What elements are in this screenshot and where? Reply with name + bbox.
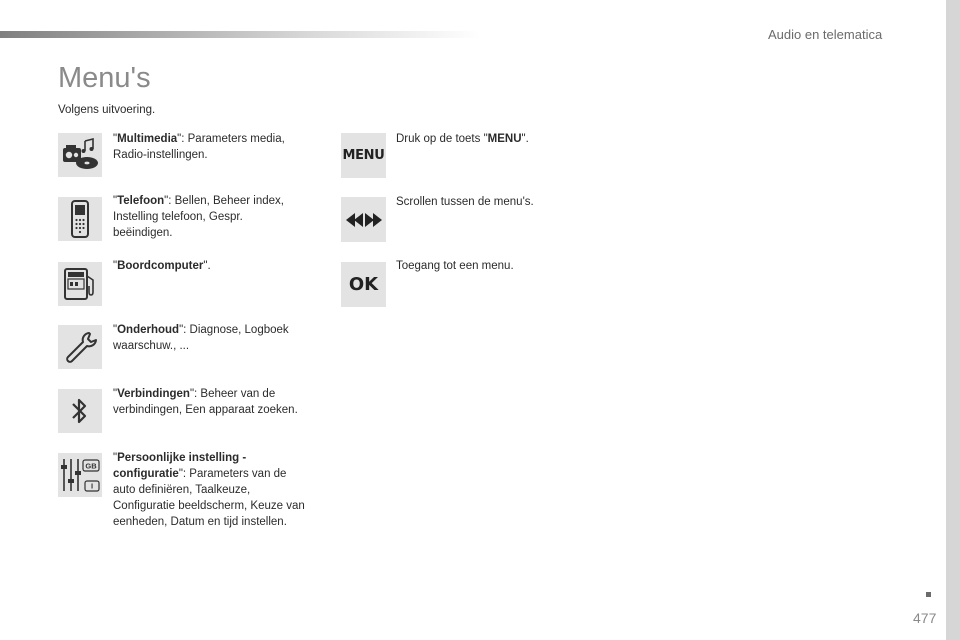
menu-name-verbindingen: Verbindingen xyxy=(117,388,190,400)
gb-badge-label: GB xyxy=(85,461,97,471)
multimedia-icon xyxy=(58,133,102,177)
telephone-icon xyxy=(58,197,102,241)
menu-item-onderhoud: "Onderhoud": Diagnose, Logboek waarschuw., ... xyxy=(113,324,289,352)
menu-name-onderhoud: Onderhoud xyxy=(117,324,180,336)
ok-key xyxy=(341,262,386,307)
page-title: Menu's xyxy=(58,62,151,94)
header-gradient-bar xyxy=(0,31,480,38)
previous-next-arrows-icon xyxy=(341,197,386,242)
menu-item-boordcomputer: "Boordcomputer". xyxy=(113,260,211,272)
trip-computer-icon xyxy=(58,262,102,306)
menu-item-verbindingen: "Verbindingen": Beheer van de verbindingen, Een apparaat zoeken. xyxy=(113,388,298,416)
settings-sliders-icon xyxy=(58,453,102,497)
ok-key-text: Toegang tot een menu. xyxy=(396,260,514,272)
menu-name-boordcomputer: Boordcomputer xyxy=(117,260,204,272)
language-badge-label: I xyxy=(90,481,94,491)
menu-item-telefoon: "Telefoon": Bellen, Beheer index, Instelling telefoon, Gespr. beëindigen. xyxy=(113,195,284,239)
arrows-text: Scrollen tussen de menu's. xyxy=(396,196,534,208)
intro-text: Volgens uitvoering. xyxy=(58,104,156,116)
menu-name-telefoon: Telefoon xyxy=(117,195,165,207)
page-edge-strip xyxy=(946,0,960,640)
menu-item-persoonlijke-instelling: "Persoonlijke instelling - configuratie": Parameters van de auto definiëren, Taalkeuze, Configuratie beeldscherm, Keuze van eenheden, Datum en tijd instellen. xyxy=(113,452,305,528)
menu-key-text: Druk op de toets "MENU". xyxy=(396,133,529,145)
page-dot xyxy=(926,592,931,597)
menu-item-multimedia: "Multimedia": Parameters media, Radio-instellingen. xyxy=(113,133,285,161)
section-title: Audio en telematica xyxy=(768,27,883,42)
menu-key-label: MENU xyxy=(342,148,385,163)
bluetooth-icon xyxy=(58,389,102,433)
ok-key-label: OK xyxy=(348,274,379,295)
menu-name-multimedia: Multimedia xyxy=(117,133,178,145)
menu-key xyxy=(341,133,386,178)
menu-name-persoonlijke-instelling: Persoonlijke instelling - configuratie xyxy=(113,452,247,480)
wrench-icon xyxy=(58,325,102,369)
page-number: 477 xyxy=(913,610,937,626)
